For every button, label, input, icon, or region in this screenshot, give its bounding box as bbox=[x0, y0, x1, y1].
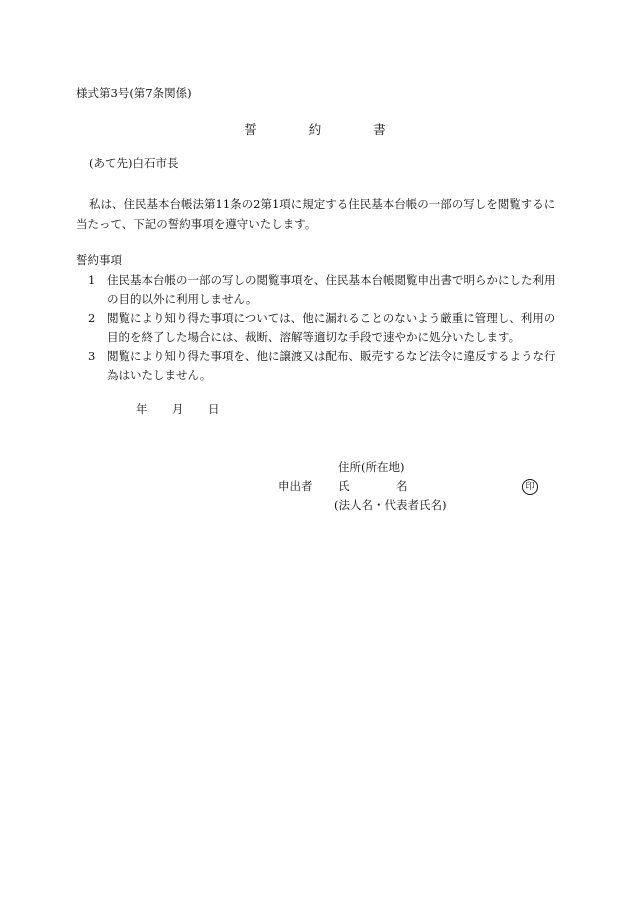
document-title bbox=[0, 124, 630, 137]
title-char-3: 書 bbox=[373, 122, 386, 137]
addressee: (あて先)白石市長 bbox=[89, 156, 179, 170]
seal-mark-icon: 印 bbox=[522, 479, 538, 495]
term-item-3 bbox=[76, 347, 556, 385]
term-text: 閲覧により知り得た事項については、他に漏れることのないよう厳重に管理し、利用の目的を終了した場合には、裁断、溶解等適切な手段で速やかに処分いたします。 bbox=[107, 311, 556, 344]
term-text: 住民基本台帳の一部の写しの閲覧事項を、住民基本台帳閲覧申出書で明らかにした利用の目的以外に利用しません。 bbox=[107, 273, 556, 306]
name-label-first: 氏 bbox=[338, 479, 350, 493]
name-label-second: 名 bbox=[396, 479, 408, 493]
date-year-label: 年 bbox=[136, 402, 148, 416]
title-char-1: 誓 bbox=[244, 122, 257, 137]
term-number: 1 bbox=[88, 273, 96, 287]
term-item-2 bbox=[76, 309, 556, 347]
term-item-1 bbox=[76, 271, 556, 309]
intro-paragraph: 私は、住民基本台帳法第11条の2第1項に規定する住民基本台帳の一部の写しを閲覧するに当たって、下記の誓約事項を遵守いたします。 bbox=[76, 197, 556, 231]
term-number: 2 bbox=[88, 311, 96, 325]
date-day-label: 日 bbox=[208, 402, 220, 416]
corporate-name-label: (法人名・代表者氏名) bbox=[334, 498, 447, 512]
terms-heading: 誓約事項 bbox=[76, 253, 122, 267]
date-month-label: 月 bbox=[172, 402, 184, 416]
term-number: 3 bbox=[88, 349, 96, 363]
title-char-2: 約 bbox=[308, 122, 322, 137]
form-number: 様式第3号(第7条関係) bbox=[76, 86, 192, 100]
term-text: 閲覧により知り得た事項を、他に譲渡又は配布、販売するなど法令に違反するような行為はいたしません。 bbox=[107, 349, 556, 382]
address-label: 住所(所在地) bbox=[338, 460, 405, 474]
applicant-label: 申出者 bbox=[278, 479, 313, 493]
